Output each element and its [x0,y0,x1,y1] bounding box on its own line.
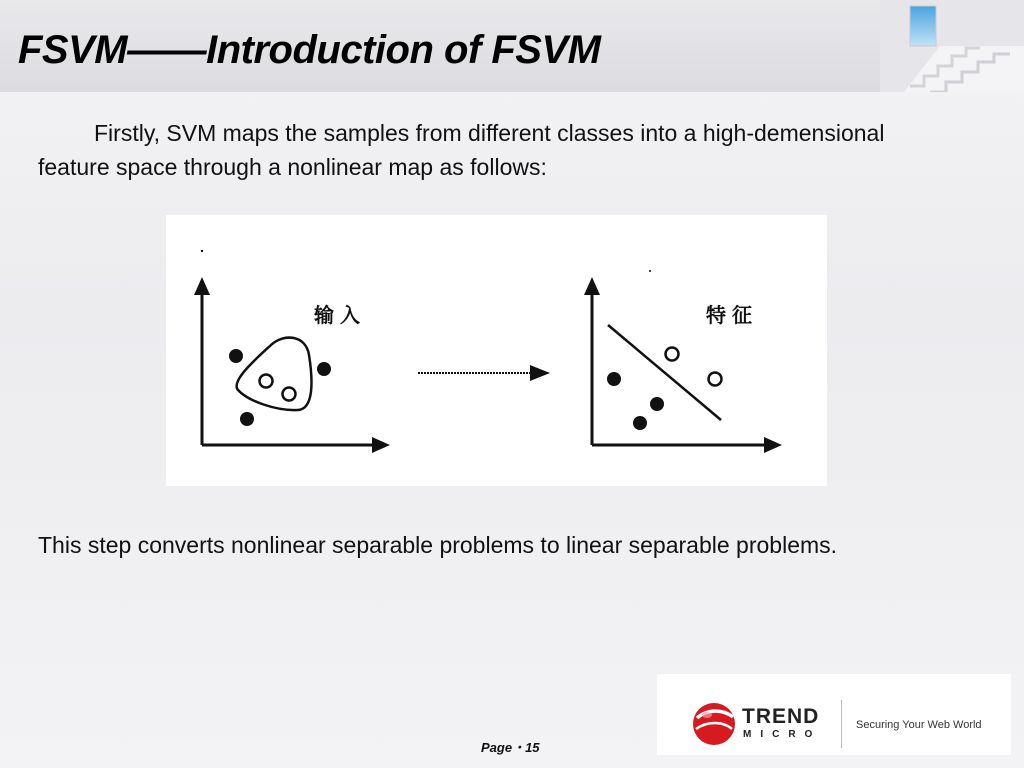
right-hollow-point [709,373,722,386]
input-space-label: 输入 [314,303,366,327]
left-hollow-point [283,388,296,401]
right-solid-point [650,397,664,411]
left-solid-point [317,362,331,376]
left-x-arrow [372,437,390,453]
staircase-decoration [880,0,1024,92]
page-number: Page・15 [481,740,540,755]
trend-micro-ball-icon [691,701,737,747]
nonlinear-map-diagram [166,215,827,486]
conclusion-paragraph: This step converts nonlinear separable problems to linear separable problems. [38,532,838,558]
right-x-arrow [764,437,782,453]
logo-brand-trend: TREND [742,705,820,728]
separating-line [608,325,721,420]
right-solid-point [633,416,647,430]
intro-paragraph [38,116,938,184]
left-solid-point [229,349,243,363]
mapping-figure [166,215,827,486]
mapping-arrow-head [530,365,550,381]
trend-micro-logo [657,674,1011,755]
speck-dot [649,270,651,272]
left-solid-point [240,412,254,426]
logo-brand-micro: MICRO [743,729,822,740]
right-solid-point [607,372,621,386]
enclosing-curve [237,338,312,410]
logo-divider [841,700,842,748]
intro-text: Firstly, SVM maps the samples from different classes into a high-demensional feature space through a nonlinear map as follows: [38,120,885,180]
left-hollow-point [260,375,273,388]
right-hollow-point [666,348,679,361]
left-y-arrow [194,277,210,295]
logo-tagline: Securing Your Web World [856,719,982,731]
feature-space-label: 特征 [706,303,758,327]
speck-dot [201,250,203,252]
right-y-arrow [584,277,600,295]
slide-title: FSVM——Introduction of FSVM [18,28,601,72]
